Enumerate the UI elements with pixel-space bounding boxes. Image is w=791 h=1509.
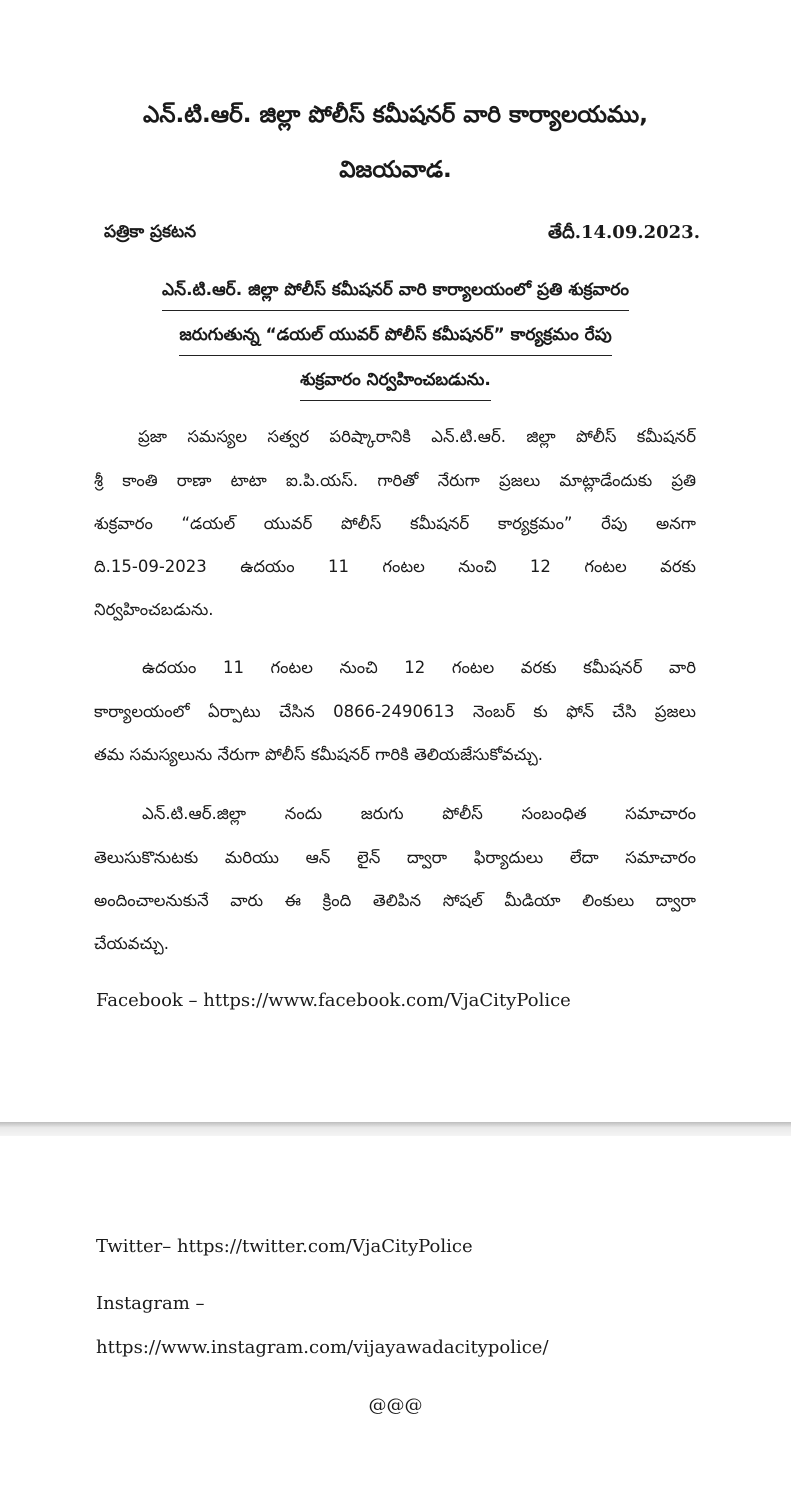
- facebook-link[interactable]: Facebook – https://www.facebook.com/VjaCityPolice: [96, 990, 571, 1011]
- paragraph-1-line-3: శుక్రవారం “డయల్ యువర్ పోలీస్ కమీషనర్ కార్యక్రమం” రేపు అనగా: [94, 514, 696, 533]
- office-city: విజయవాడ.: [339, 157, 452, 183]
- paragraph-3-line-4: చేయవచ్చు.: [94, 934, 169, 953]
- paragraph-3-line-1: ఎన్.టి.ఆర్.జిల్లా నందు జరుగు పోలీస్ సంబంధిత సమాచారం: [142, 804, 696, 823]
- paragraph-1-line-2: శ్రీ కాంతి రాణా టాటా ఐ.పి.యస్. గారితో నేరుగా ప్రజలు మాట్లాడేందుకు ప్రతి: [94, 471, 696, 490]
- paragraph-1-line-4: ది.15-09-2023 ఉదయం 11 గంటల నుంచి 12 గంటల వరకు: [94, 557, 696, 576]
- subject-line-2: జరుగుతున్న “డయల్ యువర్ పోలీస్ కమీషనర్” కార్యక్రమం రేపు: [0, 325, 791, 356]
- twitter-link[interactable]: Twitter– https://twitter.com/VjaCityPolice: [96, 1236, 473, 1257]
- end-mark: @@@: [368, 1395, 423, 1416]
- paragraph-2-line-1: ఉదయం 11 గంటల నుంచి 12 గంటల వరకు కమీషనర్ వారి: [142, 658, 696, 677]
- paragraph-1-line-1: ప్రజా సమస్యల సత్వర పరిష్కారానికి ఎన్.టి.ఆర్. జిల్లా పోలీస్ కమీషనర్: [138, 427, 696, 446]
- document-page-2: [0, 1136, 791, 1509]
- instagram-label: Instagram –: [96, 1293, 205, 1314]
- office-title: ఎన్.టి.ఆర్. జిల్లా పోలీస్ కమీషనర్ వారి కార్యాలయము,: [142, 102, 649, 128]
- page-separator: [0, 1122, 791, 1136]
- subject-line-3: శుక్రవారం నిర్వహించబడును.: [0, 370, 791, 401]
- paragraph-3-line-2: తెలుసుకొనుటకు మరియు ఆన్ లైన్ ద్వారా ఫిర్యాదులు లేదా సమాచారం: [94, 848, 696, 867]
- paragraph-1-line-5: నిర్వహించబడును.: [94, 600, 214, 619]
- press-release-label: పత్రికా ప్రకటన: [104, 222, 197, 242]
- instagram-link[interactable]: https://www.instagram.com/vijayawadacitypolice/: [96, 1337, 549, 1358]
- release-date: తేదీ.14.09.2023.: [548, 222, 700, 243]
- paragraph-3-line-3: అందించాలనుకునే వారు ఈ క్రింది తెలిపిన సోషల్ మీడియా లింకులు ద్వారా: [94, 891, 696, 910]
- paragraph-2-line-2: కార్యాలయంలో ఏర్పాటు చేసిన 0866-2490613 నెంబర్ కు ఫోన్ చేసి ప్రజలు: [94, 702, 696, 721]
- paragraph-2-line-3: తమ సమస్యలును నేరుగా పోలీస్ కమీషనర్ గారికి తెలియజేసుకోవచ్చు.: [94, 745, 544, 764]
- subject-line-1: ఎన్.టి.ఆర్. జిల్లా పోలీస్ కమీషనర్ వారి కార్యాలయంలో ప్రతి శుక్రవారం: [0, 280, 791, 311]
